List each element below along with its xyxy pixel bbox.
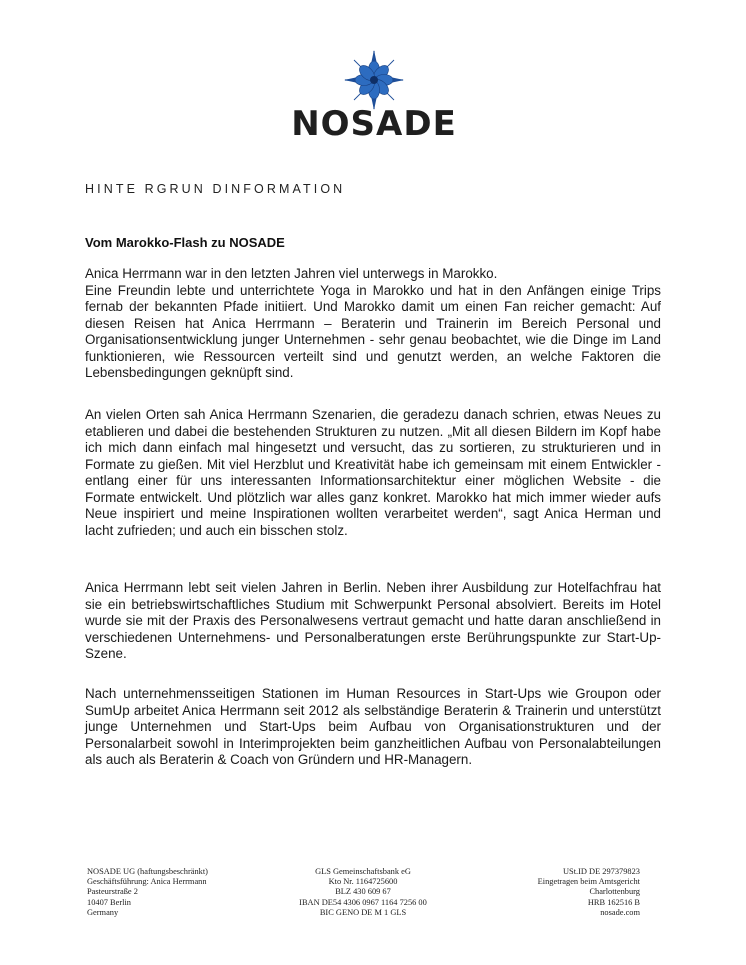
compass-flower-icon (288, 50, 460, 110)
footer-bank-info (272, 867, 454, 918)
footer-bic: BIC GENO DE M 1 GLS (319, 907, 407, 917)
paragraph-1 (85, 266, 661, 382)
paragraph-2: An vielen Orten sah Anica Herrmann Szenarien, die geradezu danach schrien, etwas Neues zu etablieren und dabei die bestehenden Strukturen zu nutzen. „Mit all diesen Bildern im Kopf habe ich mich dann einfach mal hingesetzt und versucht, das zu sortieren, zu strukturieren und in Formate zu gießen. Mit viel Herzblut und Kreativität habe ich gemeinsam mit einem Entwickler - entlang einer für uns interessanten Informationsarchitektur einer möglichen Website - die Formate entwickelt. Und plötzlich war alles ganz konkret. Marokko hat mich immer wieder aufs Neue inspiriert und meine Inspirationen wollten verarbeitet werden“, sagt Anica Herman und lacht zufrieden; und auch ein bisschen stolz. (85, 407, 661, 538)
footer-company-info (87, 867, 208, 918)
footer-website: nosade.com (600, 907, 640, 917)
paragraph-3: Anica Herrmann lebt seit vielen Jahren in Berlin. Neben ihrer Ausbildung zur Hotelfachfrau hat sie ein betriebswirtschaftliches Studium mit Schwerpunkt Personal absolviert. Bereits im Hotel wurde sie mit der Praxis des Personalwesens vertraut gemacht und hatte daran anschließend in verschiedenen Unternehmens- und Personalberatungen erste Berührungspunkte zur Start-Up-Szene. (85, 580, 661, 661)
footer-country: Germany (87, 907, 119, 917)
footer-registry-info (480, 867, 640, 918)
article-headline: Vom Marokko-Flash zu NOSADE (85, 235, 285, 250)
footer-registered-at: Eingetragen beim Amtsgericht (537, 877, 640, 887)
footer-managing-director: Geschäftsführung: Anica Herrmann (87, 877, 207, 887)
paragraph-1-line-1: Anica Herrmann war in den letzten Jahren viel unterwegs in Marokko. (85, 266, 498, 281)
document-kicker: HINTE RGRUN DINFORMATION (85, 182, 346, 196)
footer-city: 10407 Berlin (87, 897, 131, 907)
footer-account-number: Kto Nr. 1164725600 (328, 877, 398, 887)
footer-blz: BLZ 430 609 67 (335, 887, 391, 897)
footer-street: Pasteurstraße 2 (87, 887, 138, 897)
paragraph-1-line-2: Eine Freundin lebte und unterrichtete Yoga in Marokko und hat in den Anfängen einige Trips fernab der bekannten Pfade initiiert. Und Marokko damit um einen Fan reicher gemacht: Auf diesen Reisen hat Anica Herrmann – Beraterin und Trainerin im Bereich Personal und Organisationsentwicklung junger Unternehmen - sehr genau beobachtet, wie die Dinge im Land funktionieren, wie Ressourcen verteilt sind und genutzt werden, an welche Faktoren die Lebensbedingungen geknüpft sind. (85, 282, 661, 380)
paragraph-4: Nach unternehmensseitigen Stationen im Human Resources in Start-Ups wie Groupon oder SumUp arbeitet Anica Herrmann seit 2012 als selbständige Beraterin & Trainerin und unterstützt junge Unternehmen und Start-Ups beim Aufbau von Organisationstrukturen und der Personalarbeit sowohl in Interimprojekten beim ganzheitlichen Aufbau von Personalabteilungen als auch als Beraterin & Coach von Gründern und HR-Managern. (85, 686, 661, 767)
footer-court: Charlottenburg (589, 887, 640, 897)
footer-vat-id: USt.ID DE 297379823 (562, 867, 640, 876)
footer-company-name: NOSADE UG (haftungsbeschränkt) (87, 867, 208, 876)
footer-iban: IBAN DE54 4306 0967 1164 7256 00 (299, 897, 427, 907)
nosade-logo (288, 50, 460, 142)
footer-bank-name: GLS Gemeinschaftsbank eG (315, 867, 411, 876)
footer-hrb: HRB 162516 B (587, 897, 640, 907)
logo-wordmark: NOSADE (291, 104, 457, 144)
